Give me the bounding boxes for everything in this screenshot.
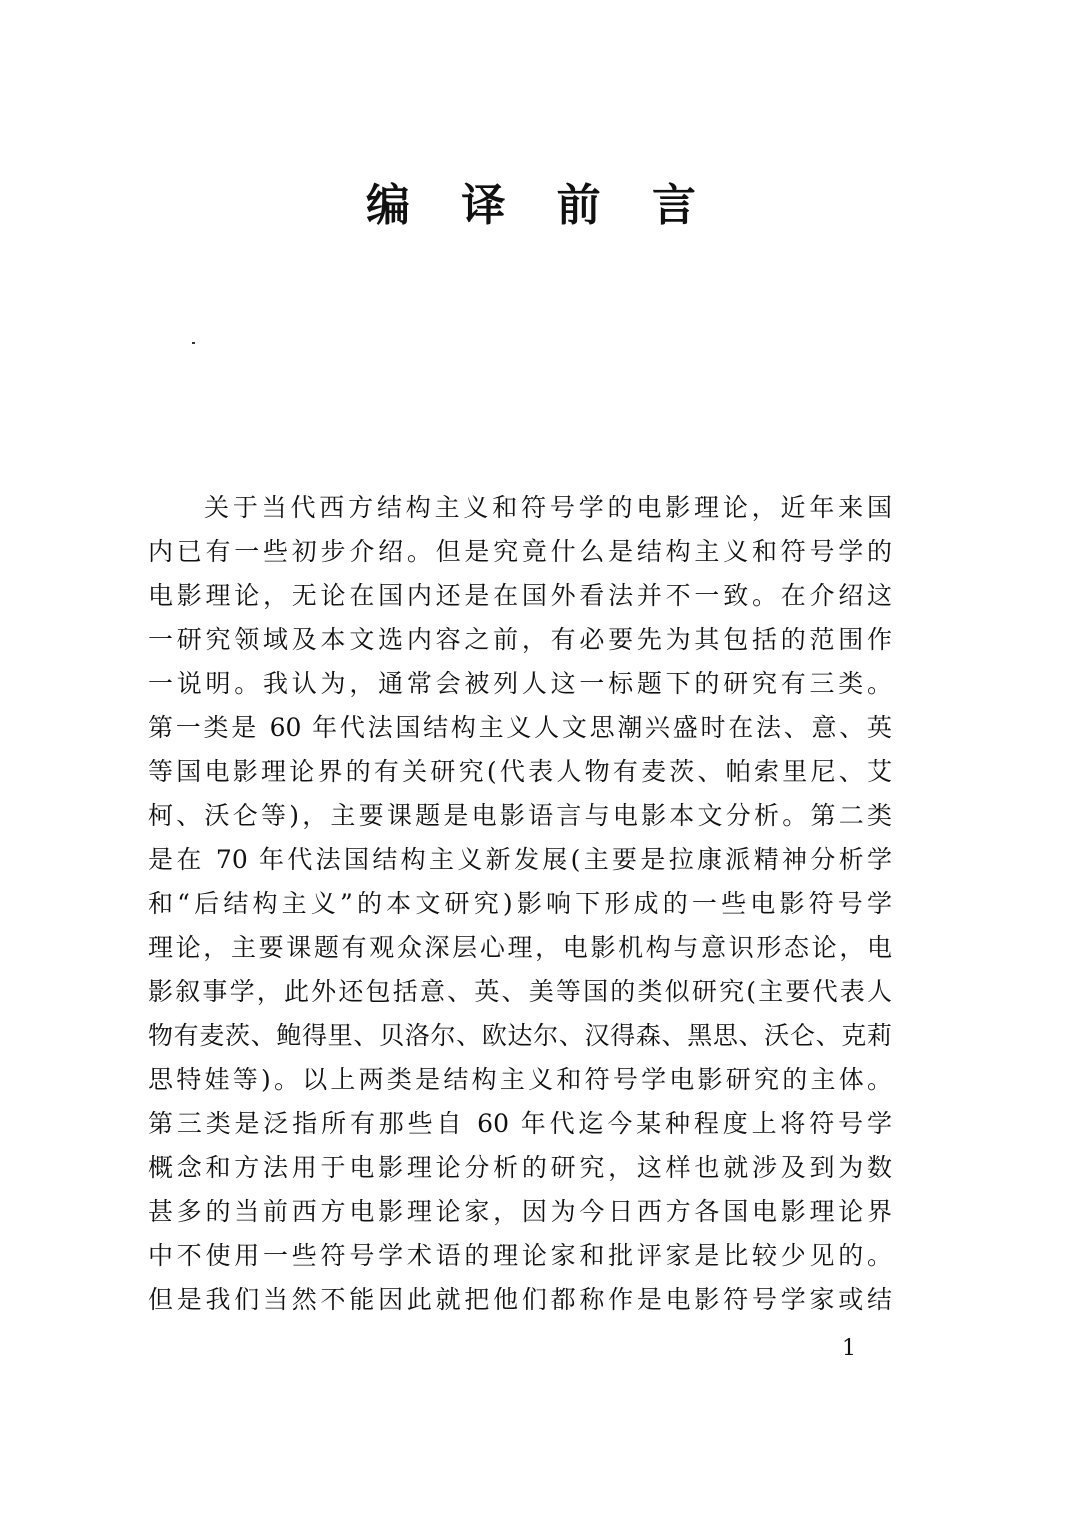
page-title: 编 译 前 言 [366,180,714,231]
paragraph-line: 柯、沃仑等)，主要课题是电影语言与电影本文分析。第二类 [148,801,892,830]
scan-speck [192,342,195,344]
paragraph-line: 和“后结构主义”的本文研究)影响下形成的一些电影符号学 [148,889,892,918]
page-number: 1 [842,1336,856,1361]
paragraph-line: 第一类是 60 年代法国结构主义人文思潮兴盛时在法、意、英 [148,713,892,742]
paragraph-line: 等国电影理论界的有关研究(代表人物有麦茨、帕索里尼、艾 [148,757,892,786]
paragraph-line: 物有麦茨、鲍得里、贝洛尔、欧达尔、汉得森、黑思、沃仑、克莉 [148,1021,892,1050]
paragraph-line: 中不使用一些符号学术语的理论家和批评家是比较少见的。 [148,1241,892,1270]
paragraph-line: 关于当代西方结构主义和符号学的电影理论，近年来国 [204,493,892,522]
paragraph-line: 理论，主要课题有观众深层心理，电影机构与意识形态论，电 [148,933,892,962]
paragraph-line: 电影理论，无论在国内还是在国外看法并不一致。在介绍这 [148,581,892,610]
paragraph-line: 思特娃等)。以上两类是结构主义和符号学电影研究的主体。 [148,1065,892,1094]
paragraph-line: 一说明。我认为，通常会被列人这一标题下的研究有三类。 [148,669,892,698]
paragraph-line: 影叙事学，此外还包括意、英、美等国的类似研究(主要代表人 [148,977,892,1006]
body-paragraph [148,486,892,1322]
paragraph-line: 甚多的当前西方电影理论家，因为今日西方各国电影理论界 [148,1197,892,1226]
paragraph-line: 是在 70 年代法国结构主义新发展(主要是拉康派精神分析学 [148,845,892,874]
paragraph-line: 内已有一些初步介绍。但是究竟什么是结构主义和符号学的 [148,537,892,566]
paragraph-line: 一研究领域及本文选内容之前，有必要先为其包括的范围作 [148,625,892,654]
paragraph-line: 但是我们当然不能因此就把他们都称作是电影符号学家或结 [148,1285,892,1314]
paragraph-line: 概念和方法用于电影理论分析的研究，这样也就涉及到为数 [148,1153,892,1182]
paragraph-line: 第三类是泛指所有那些自 60 年代迄今某种程度上将符号学 [148,1109,892,1138]
